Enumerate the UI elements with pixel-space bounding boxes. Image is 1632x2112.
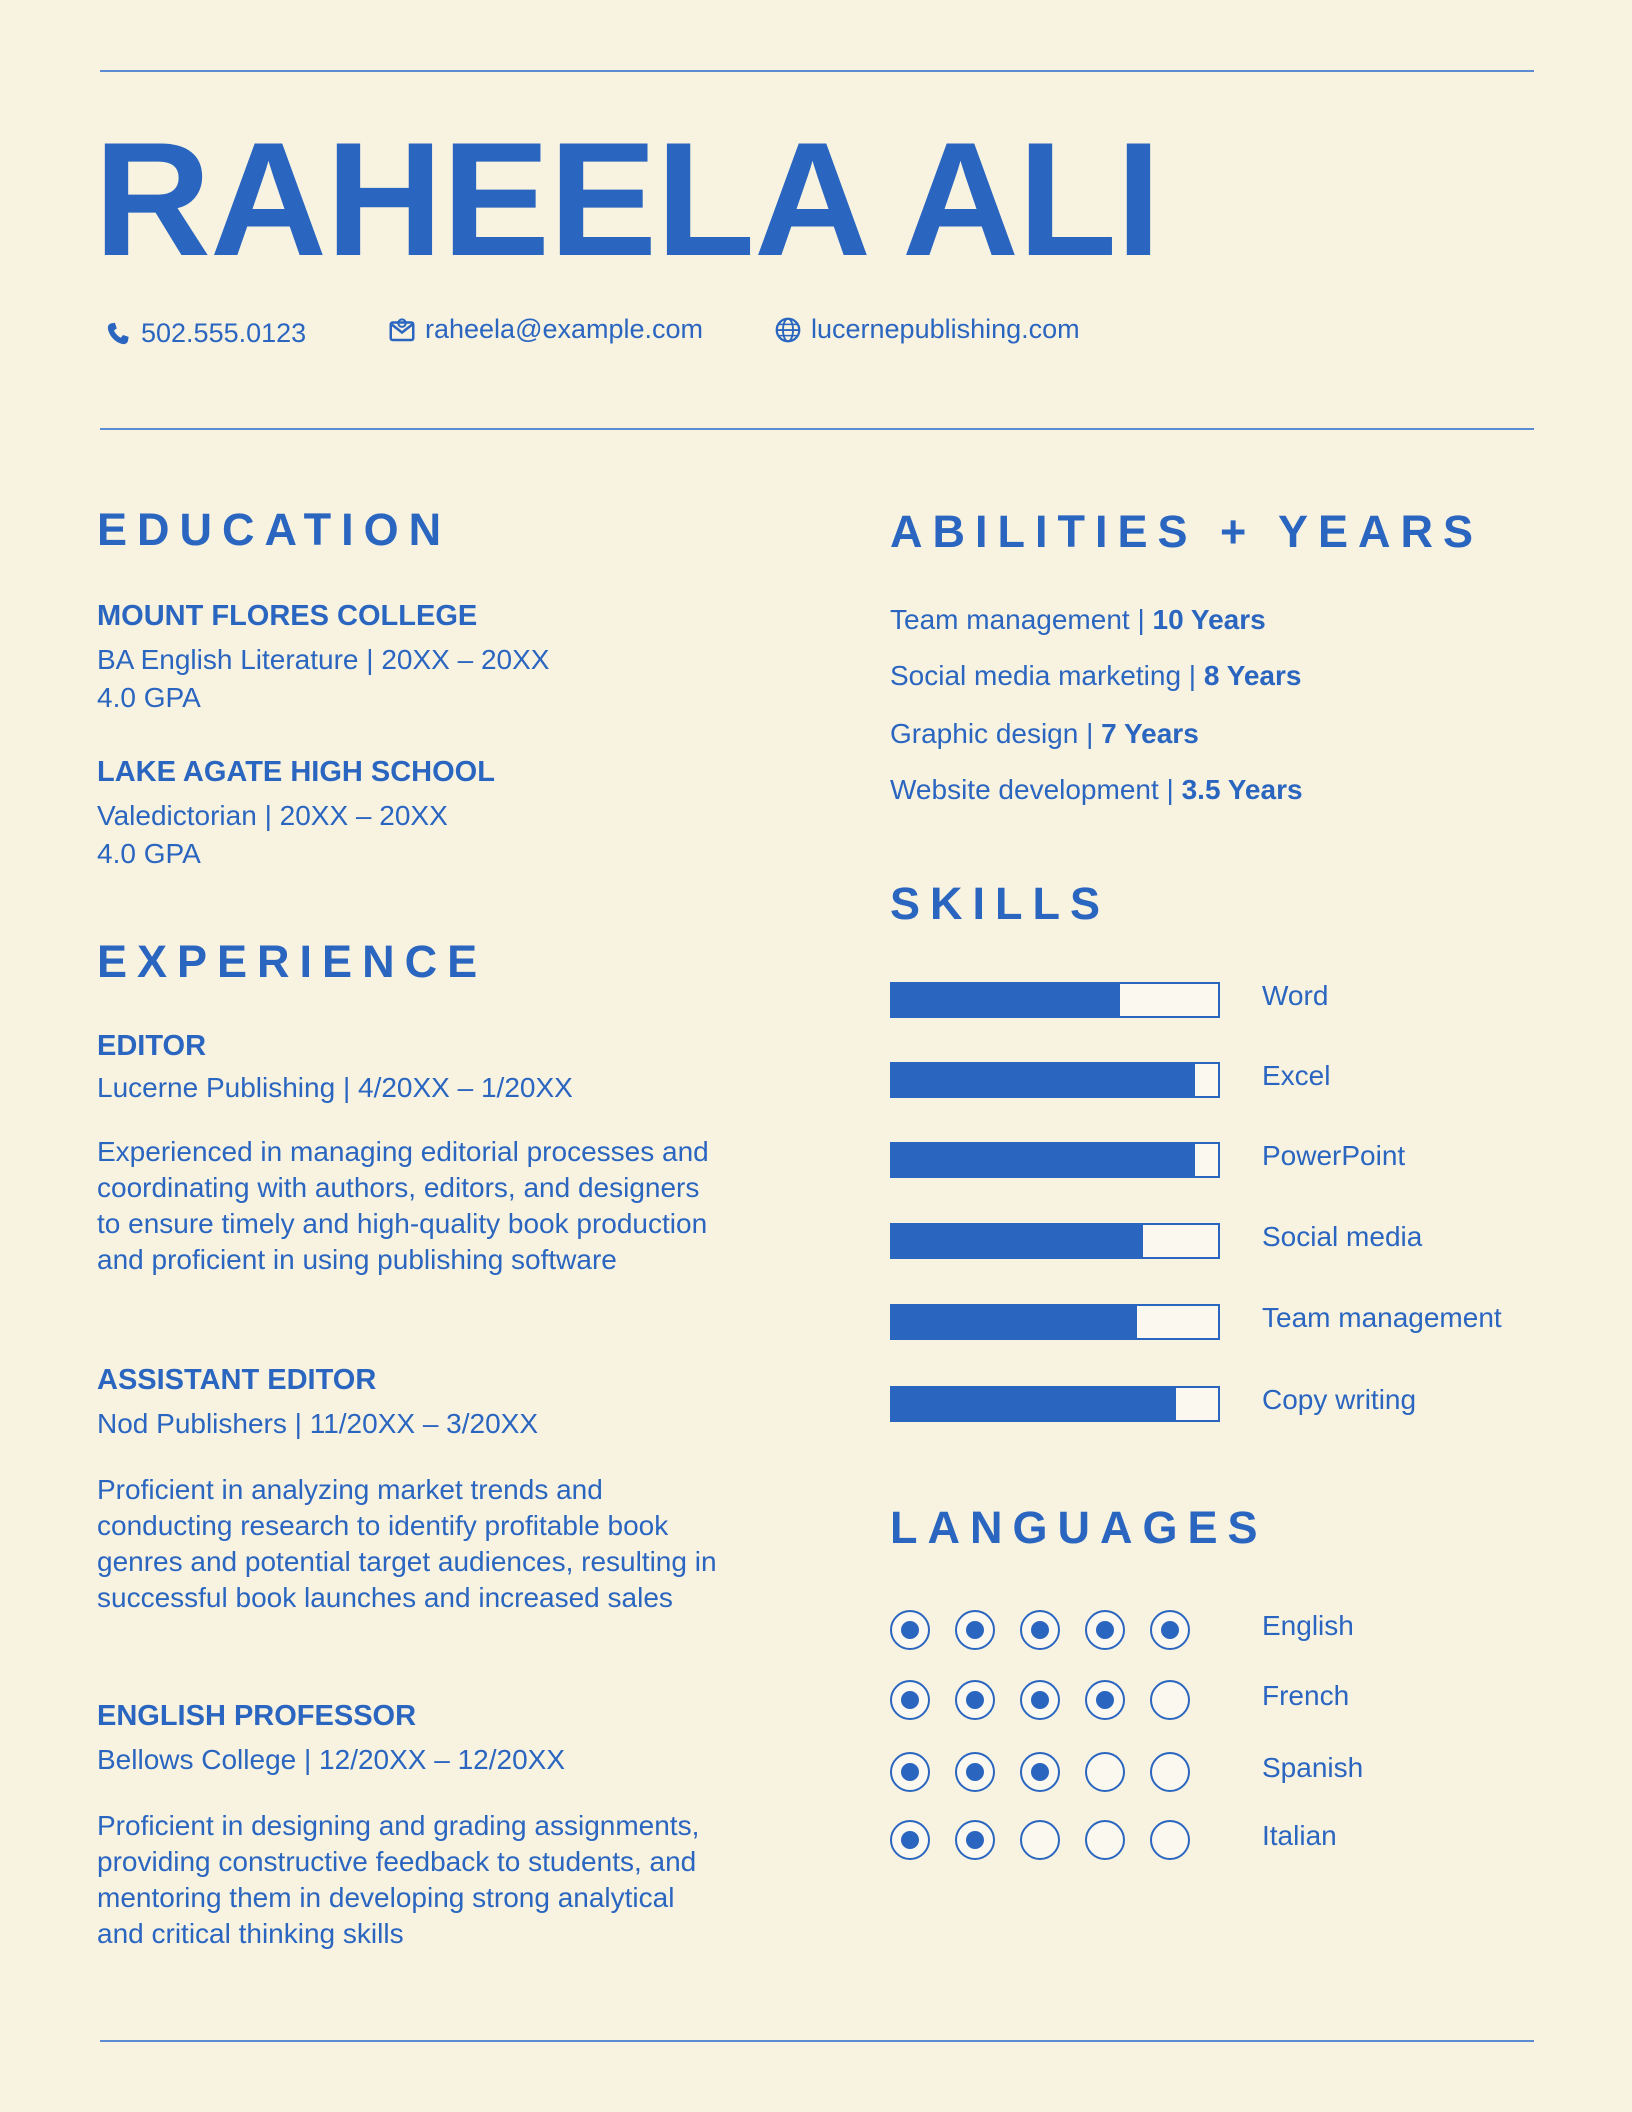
job-description-line: Proficient in analyzing market trends and [97, 1474, 603, 1505]
skill-bar [890, 1386, 1220, 1422]
language-dot-filled [1085, 1610, 1125, 1650]
language-dot-filled [1150, 1610, 1190, 1650]
language-dot-filled [955, 1610, 995, 1650]
ability-years: 7 Years [1101, 718, 1199, 749]
language-dot-empty [1150, 1820, 1190, 1860]
job-title: ASSISTANT EDITOR [97, 1364, 377, 1396]
education-gpa: 4.0 GPA [97, 838, 201, 869]
top-divider [100, 70, 1534, 72]
job-company: Lucerne Publishing | 4/20XX – 1/20XX [97, 1072, 573, 1103]
job-description-line: coordinating with authors, editors, and designers [97, 1172, 700, 1203]
email-icon [387, 315, 417, 345]
ability-item [890, 604, 1266, 636]
job-description [97, 1472, 777, 1616]
skill-label: Social media [1262, 1221, 1423, 1252]
education-heading: EDUCATION [97, 504, 452, 555]
skill-bar-fill [892, 1144, 1195, 1176]
job-company: Nod Publishers | 11/20XX – 3/20XX [97, 1408, 539, 1439]
education-school: LAKE AGATE HIGH SCHOOL [97, 756, 495, 788]
email-address[interactable]: raheela@example.com [425, 314, 704, 344]
bottom-divider [100, 2040, 1534, 2042]
ability-item [890, 718, 1199, 750]
job-title: EDITOR [97, 1030, 207, 1062]
job-description-line: and proficient in using publishing software [97, 1244, 617, 1275]
experience-heading: EXPERIENCE [97, 936, 488, 987]
education-gpa: 4.0 GPA [97, 682, 201, 713]
job-description [97, 1134, 777, 1278]
phone-icon [103, 319, 133, 349]
ability-label: Social media marketing | [890, 660, 1204, 691]
skill-bar-fill [892, 1225, 1143, 1257]
contact-phone [103, 318, 306, 349]
ability-label: Graphic design | [890, 718, 1102, 749]
language-dot-filled [890, 1680, 930, 1720]
skill-row [890, 1304, 1570, 1344]
language-dot-filled [1085, 1680, 1125, 1720]
job-description [97, 1808, 777, 1952]
language-dot-empty [1020, 1820, 1060, 1860]
ability-item [890, 660, 1301, 692]
education-detail: Valedictorian | 20XX – 20XX [97, 800, 448, 831]
skill-bar [890, 982, 1220, 1018]
abilities-heading: ABILITIES + YEARS [890, 506, 1484, 557]
language-row [890, 1610, 1570, 1656]
languages-heading: LANGUAGES [890, 1502, 1268, 1553]
skill-bar-fill [892, 1064, 1195, 1096]
job-description-line: conducting research to identify profitable book [97, 1510, 669, 1541]
language-label: English [1262, 1610, 1354, 1641]
header-divider [100, 428, 1534, 430]
contact-website [773, 314, 1080, 345]
job-description-line: genres and potential target audiences, resulting in [97, 1546, 717, 1577]
skill-label: PowerPoint [1262, 1140, 1406, 1171]
job-description-line: and critical thinking skills [97, 1918, 404, 1949]
language-dot-filled [1020, 1680, 1060, 1720]
skill-bar [890, 1142, 1220, 1178]
skill-label: Word [1262, 980, 1329, 1011]
language-label: Spanish [1262, 1752, 1364, 1783]
ability-years: 10 Years [1152, 604, 1266, 635]
language-label: French [1262, 1680, 1350, 1711]
language-dot-filled [890, 1610, 930, 1650]
language-row [890, 1752, 1570, 1798]
skill-label: Copy writing [1262, 1384, 1417, 1415]
ability-item [890, 774, 1303, 806]
job-description-line: to ensure timely and high-quality book production [97, 1208, 708, 1239]
skill-bar [890, 1223, 1220, 1259]
language-dot-filled [890, 1820, 930, 1860]
globe-icon [773, 315, 803, 345]
language-dot-empty [1085, 1820, 1125, 1860]
language-dot-empty [1085, 1752, 1125, 1792]
skill-label: Team management [1262, 1302, 1502, 1333]
language-row [890, 1680, 1570, 1726]
skill-bar-fill [892, 1306, 1137, 1338]
skill-bar [890, 1304, 1220, 1340]
language-dot-filled [955, 1752, 995, 1792]
phone-number[interactable]: 502.555.0123 [141, 318, 307, 348]
job-description-line: Proficient in designing and grading assignments, [97, 1810, 700, 1841]
language-dot-filled [1020, 1610, 1060, 1650]
language-dot-empty [1150, 1680, 1190, 1720]
education-detail: BA English Literature | 20XX – 20XX [97, 644, 550, 675]
job-description-line: successful book launches and increased sales [97, 1582, 673, 1613]
job-title: ENGLISH PROFESSOR [97, 1700, 417, 1732]
job-description-line: mentoring them in developing strong analytical [97, 1882, 675, 1913]
skill-bar [890, 1062, 1220, 1098]
language-dot-filled [1020, 1752, 1060, 1792]
ability-label: Team management | [890, 604, 1153, 635]
ability-years: 3.5 Years [1181, 774, 1303, 805]
skills-heading: SKILLS [890, 878, 1111, 929]
ability-label: Website development | [890, 774, 1182, 805]
website-link[interactable]: lucernepublishing.com [811, 314, 1080, 344]
skill-bar-fill [892, 1388, 1176, 1420]
skill-label: Excel [1262, 1060, 1331, 1091]
skill-row [890, 1386, 1570, 1426]
job-company: Bellows College | 12/20XX – 12/20XX [97, 1744, 566, 1775]
skill-row [890, 1223, 1570, 1263]
ability-years: 8 Years [1203, 660, 1302, 691]
contact-email [387, 314, 703, 345]
education-school: MOUNT FLORES COLLEGE [97, 600, 478, 632]
language-dot-filled [890, 1752, 930, 1792]
skill-row [890, 982, 1570, 1022]
language-dot-empty [1150, 1752, 1190, 1792]
language-label: Italian [1262, 1820, 1337, 1851]
skill-bar-fill [892, 984, 1120, 1016]
job-description-line: providing constructive feedback to students, and [97, 1846, 697, 1877]
candidate-name: RAHEELA ALI [94, 109, 1160, 290]
skill-row [890, 1062, 1570, 1102]
language-dot-filled [955, 1680, 995, 1720]
job-description-line: Experienced in managing editorial processes and [97, 1136, 709, 1167]
skill-row [890, 1142, 1570, 1182]
language-row [890, 1820, 1570, 1866]
language-dot-filled [955, 1820, 995, 1860]
